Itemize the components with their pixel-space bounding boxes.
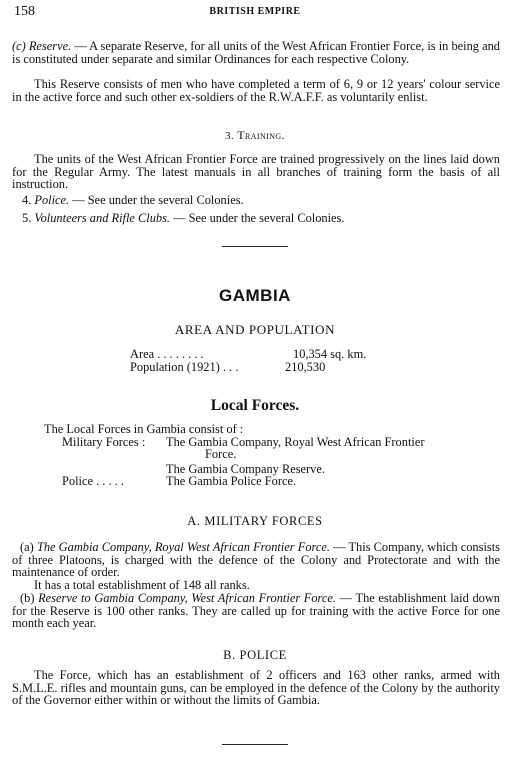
training-paragraph: The units of the West African Frontier Force are trained progressively on the lines laid down for the Regular Army. The latest manuals in all branches of training form the basis of all instruction. <box>12 152 500 192</box>
section-divider <box>222 246 288 247</box>
police-item-text: — See under the several Colonies. <box>69 193 244 207</box>
training-heading-text: Training. <box>237 128 285 142</box>
military-forces-value-2: The Gambia Company Reserve. <box>166 462 325 476</box>
gambia-company-paragraph <box>12 541 500 579</box>
police-item <box>12 194 500 207</box>
military-forces-label: Military Forces : <box>62 435 146 449</box>
bottom-divider <box>222 744 288 745</box>
gambia-title: GAMBIA <box>219 286 291 305</box>
police-item-label: Police. <box>34 193 70 207</box>
volunteers-item <box>12 212 500 225</box>
page-number: 158 <box>14 4 35 19</box>
police-value: The Gambia Police Force. <box>166 474 297 488</box>
reserve-label: (c) Reserve. <box>12 39 72 53</box>
military-forces-heading: A. MILITARY FORCES <box>187 514 323 528</box>
volunteers-item-num: 5. <box>22 211 32 225</box>
reserve-company-label: Reserve to Gambia Company, West African Frontier Force. <box>38 591 337 605</box>
police-item-num: 4. <box>22 193 32 207</box>
population-value: 210,530 <box>285 360 326 374</box>
gambia-company-num: (a) <box>20 540 34 554</box>
police-label: Police . . . . . <box>62 474 124 488</box>
military-forces-value-1b: Force. <box>205 447 237 461</box>
training-heading-num: 3. <box>225 130 235 142</box>
volunteers-item-text: — See under the several Colonies. <box>170 211 345 225</box>
police-paragraph: The Force, which has an establishment of 2 officers and 163 other ranks, armed with S.M.L.E. rifles and mountain guns, can be employed in the defence of the Colony by the authority of the Governor either within or without the limits of Gambia. <box>12 668 500 708</box>
local-forces-heading: Local Forces. <box>210 397 300 414</box>
reserve-paragraph <box>12 40 500 65</box>
area-label: Area . . . . . . . . <box>130 347 204 361</box>
area-value: 10,354 sq. km. <box>293 347 367 361</box>
police-heading: B. POLICE <box>223 648 287 662</box>
military-forces-value-1: The Gambia Company, Royal West African Frontier <box>166 435 425 449</box>
reserve-text: — A separate Reserve, for all units of the West African Frontier Force, is in being and is constituted under separate and similar Ordinances for each respective Colony. <box>12 39 500 66</box>
local-forces-intro: The Local Forces in Gambia consist of : <box>44 422 244 436</box>
reserve-company-paragraph <box>12 592 500 630</box>
reserve-paragraph-2: This Reserve consists of men who have completed a term of 6, 9 or 12 years' colour service in the active force and such other ex-soldiers of the R.W.A.F.F. as voluntarily enlist. <box>12 77 500 104</box>
gambia-company-text: — This Company, which consists of three Platoons, is charged with the defence of the Colony and Protectorate and with the maintenance of order. <box>12 540 500 580</box>
reserve-company-num: (b) <box>20 591 35 605</box>
gambia-company-establishment: It has a total establishment of 148 all ranks. <box>34 578 250 592</box>
area-population-heading: AREA AND POPULATION <box>174 322 336 337</box>
gambia-company-label: The Gambia Company, Royal West African Frontier Force. <box>36 540 330 554</box>
population-label: Population (1921) . . . <box>130 360 239 374</box>
volunteers-item-label: Volunteers and Rifle Clubs. <box>34 211 171 225</box>
training-heading <box>0 128 510 143</box>
reserve-company-text: — The establishment laid down for the Reserve is 100 other ranks. They are called up for training with the active Force for one month each year. <box>12 591 500 631</box>
running-title: BRITISH EMPIRE <box>209 6 301 17</box>
